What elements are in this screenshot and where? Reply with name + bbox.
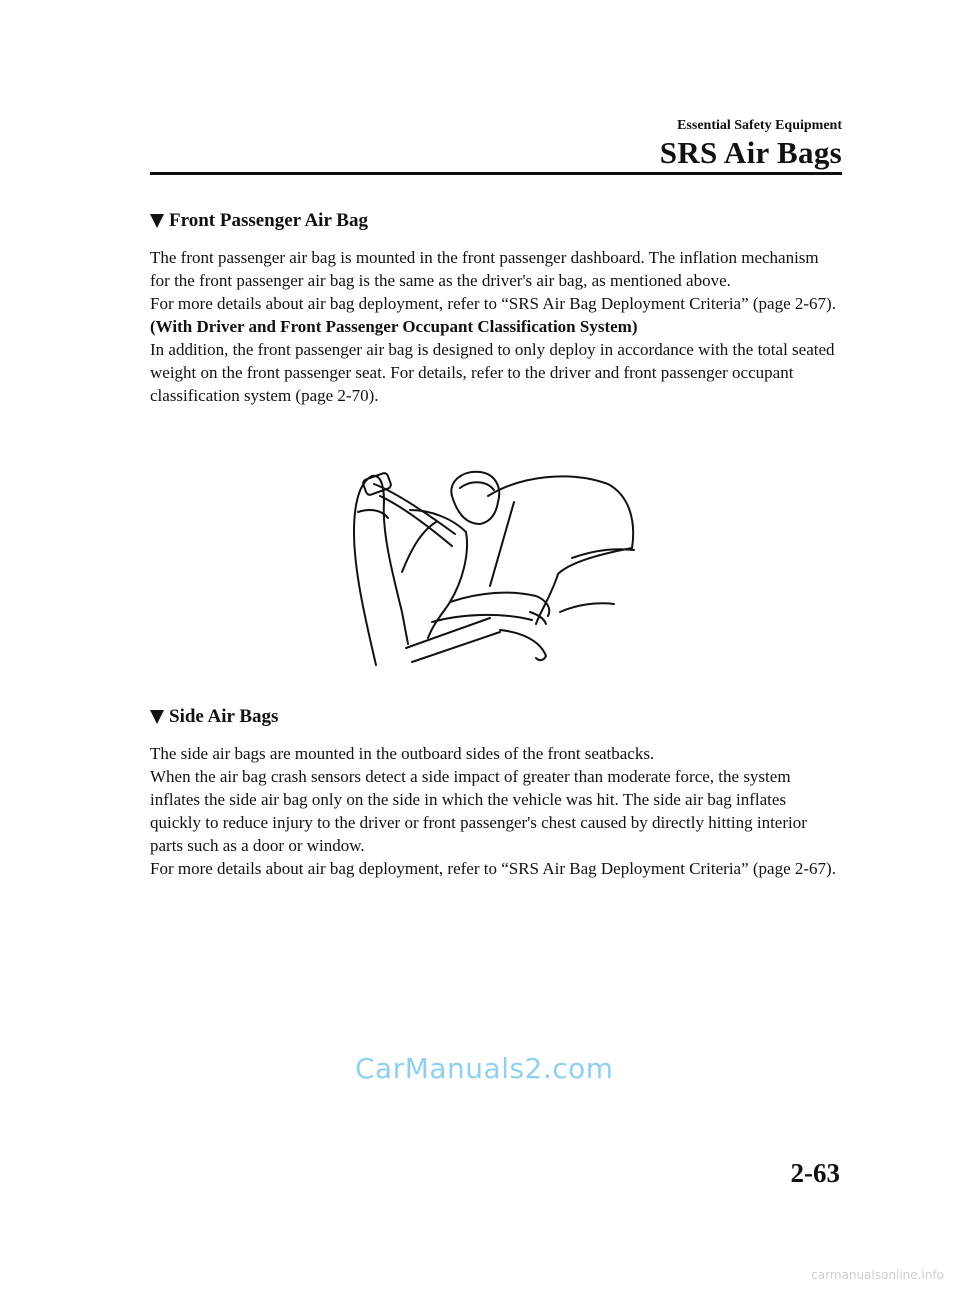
- watermark-logo: CarManuals2.com: [355, 1052, 614, 1085]
- paragraph: In addition, the front passenger air bag is designed to only deploy in accordance with the total seated weight on the front passenger seat. For details, refer to the driver and front passenger occupant classification system (page 2-70).: [150, 340, 835, 405]
- triangle-down-icon: [150, 710, 164, 724]
- section-front-passenger-air-bag: [150, 210, 840, 407]
- paragraph: The side air bags are mounted in the outboard sides of the front seatbacks.: [150, 744, 655, 763]
- section-heading-text: Front Passenger Air Bag: [169, 210, 368, 231]
- page-number: 2-63: [790, 1158, 840, 1188]
- footer-watermark: carmanualsonline.info: [811, 1268, 944, 1282]
- header-rule: [150, 172, 842, 175]
- paragraph: The front passenger air bag is mounted in the front passenger dashboard. The inflation mechanism for the front passenger air bag is the same as the driver's air bag, as mentioned above.: [150, 248, 819, 290]
- paragraph-bold-note: (With Driver and Front Passenger Occupant Classification System): [150, 317, 638, 336]
- triangle-down-icon: [150, 214, 164, 228]
- section-heading: [150, 706, 840, 728]
- header-section-label: Essential Safety Equipment: [677, 118, 842, 133]
- paragraph: When the air bag crash sensors detect a side impact of greater than moderate force, the system inflates the side air bag only on the side in which the vehicle was hit. The side air bag inflates quickly to reduce injury to the driver or front passenger's chest caused by directly hitting interior parts such as a door or window.: [150, 767, 807, 855]
- section-side-air-bags: [150, 706, 840, 880]
- passenger-air-bag-illustration: [340, 462, 640, 672]
- paragraph: For more details about air bag deployment, refer to “SRS Air Bag Deployment Criteria” (page 2-67).: [150, 859, 836, 878]
- header-title: SRS Air Bags: [659, 135, 842, 170]
- section-heading-text: Side Air Bags: [169, 706, 279, 727]
- paragraph: For more details about air bag deployment, refer to “SRS Air Bag Deployment Criteria” (page 2-67).: [150, 294, 836, 313]
- section-heading: [150, 210, 840, 232]
